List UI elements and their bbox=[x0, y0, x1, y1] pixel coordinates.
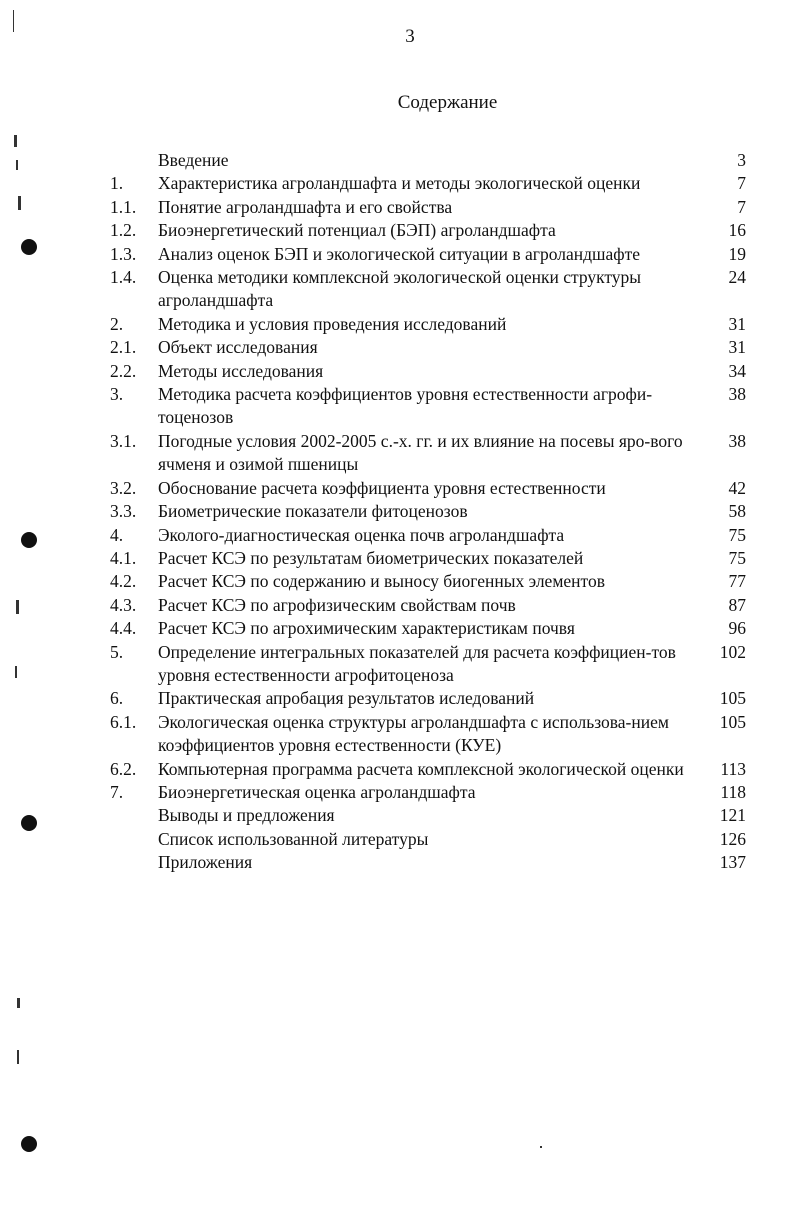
toc-entry bbox=[110, 430, 750, 477]
toc-entry-number: 4. bbox=[110, 524, 124, 545]
toc-entry-page: 77 bbox=[728, 571, 746, 592]
toc-entry bbox=[110, 641, 750, 688]
toc-entry bbox=[110, 711, 750, 758]
toc-entry bbox=[110, 547, 750, 570]
toc-entry-title: Расчет КСЭ по результатам биометрических показателей bbox=[158, 547, 584, 568]
scan-speck bbox=[15, 666, 17, 678]
toc-entry-number: 2. bbox=[110, 313, 124, 334]
binder-hole bbox=[21, 1136, 37, 1152]
toc-entry-title: Обоснование расчета коэффициента уровня естественности bbox=[158, 477, 606, 498]
toc-entry-title: Анализ оценок БЭП и экологической ситуации в агроландшафте bbox=[158, 243, 641, 264]
toc-entry-page: 137 bbox=[719, 852, 746, 873]
scan-speck bbox=[540, 1146, 542, 1148]
toc-entry bbox=[110, 781, 750, 804]
toc-entry-page: 3 bbox=[737, 150, 746, 170]
toc-entry-page: 24 bbox=[728, 267, 746, 288]
toc-entry-page: 75 bbox=[728, 547, 746, 568]
toc-entry-number: 3.2. bbox=[110, 477, 137, 498]
table-of-contents bbox=[110, 149, 750, 875]
toc-entry bbox=[110, 570, 750, 593]
toc-entry-number: 6.1. bbox=[110, 711, 137, 732]
toc-entry-title: Методы исследования bbox=[158, 360, 324, 381]
toc-entry-page: 58 bbox=[728, 501, 746, 522]
toc-entry-page: 102 bbox=[719, 641, 746, 662]
toc-entry-number: 2.1. bbox=[110, 337, 137, 358]
toc-entry-title: Список использованной литературы bbox=[158, 828, 429, 849]
toc-entry-title: Характеристика агроландшафта и методы экологической оценки bbox=[158, 173, 641, 194]
toc-entry bbox=[110, 524, 750, 547]
toc-entry-number: 6. bbox=[110, 688, 124, 709]
toc-entry bbox=[110, 172, 750, 195]
toc-entry-title: Погодные условия 2002-2005 с.-х. гг. и их влияние на посевы яро-вого ячменя и озимой пшеницы bbox=[158, 430, 683, 475]
toc-entry-page: 126 bbox=[719, 828, 746, 849]
toc-entry bbox=[110, 149, 750, 172]
toc-entry-number: 4.1. bbox=[110, 547, 137, 568]
toc-entry-number: 1.4. bbox=[110, 267, 137, 288]
toc-entry-number: 4.2. bbox=[110, 571, 137, 592]
binder-hole bbox=[21, 239, 37, 255]
toc-entry bbox=[110, 851, 750, 874]
toc-entry-title: Объект исследования bbox=[158, 337, 318, 358]
toc-entry-page: 96 bbox=[728, 618, 746, 639]
toc-entry-page: 87 bbox=[728, 594, 746, 615]
toc-entry-number: 3. bbox=[110, 384, 124, 405]
toc-entry bbox=[110, 360, 750, 383]
toc-entry-page: 105 bbox=[719, 711, 746, 732]
toc-entry bbox=[110, 594, 750, 617]
scan-speck bbox=[16, 600, 19, 614]
scan-speck bbox=[13, 10, 14, 32]
toc-entry-title: Методика расчета коэффициентов уровня естественности агрофи-тоценозов bbox=[158, 384, 653, 428]
toc-entry-page: 31 bbox=[728, 337, 746, 358]
toc-entry-title: Практическая апробация результатов иследований bbox=[158, 688, 535, 709]
toc-entry-title: Определение интегральных показателей для расчета коэффициен-тов уровня естественности агрофитоценоза bbox=[158, 641, 676, 685]
toc-entry-page: 42 bbox=[728, 477, 746, 498]
toc-entry bbox=[110, 758, 750, 781]
toc-entry-page: 16 bbox=[728, 220, 746, 241]
toc-entry bbox=[110, 500, 750, 523]
scan-speck bbox=[17, 1050, 19, 1064]
toc-entry-title: Экологическая оценка структуры агроландшафта с использова-нием коэффициентов уровня естественности (КУЕ) bbox=[158, 711, 669, 756]
toc-entry-page: 19 bbox=[728, 243, 746, 264]
toc-entry-number: 1.1. bbox=[110, 196, 137, 217]
toc-entry-number: 5. bbox=[110, 641, 124, 662]
toc-entry-page: 105 bbox=[719, 688, 746, 709]
toc-entry bbox=[110, 313, 750, 336]
toc-entry-title: Выводы и предложения bbox=[158, 805, 335, 826]
toc-entry-title: Биометрические показатели фитоценозов bbox=[158, 501, 468, 522]
toc-entry bbox=[110, 804, 750, 827]
toc-entry-title: Методика и условия проведения исследований bbox=[158, 313, 507, 334]
toc-entry-title: Биоэнергетическая оценка агроландшафта bbox=[158, 781, 476, 802]
toc-entry-title: Биоэнергетический потенциал (БЭП) агроландшафта bbox=[158, 220, 556, 241]
toc-entry bbox=[110, 219, 750, 242]
toc-entry bbox=[110, 336, 750, 359]
toc-entry bbox=[110, 243, 750, 266]
toc-entry-title: Введение bbox=[158, 150, 229, 170]
scan-speck bbox=[18, 196, 21, 210]
toc-entry bbox=[110, 828, 750, 851]
page-number: 3 bbox=[405, 26, 415, 47]
toc-entry-number: 1.3. bbox=[110, 243, 137, 264]
toc-entry-page: 118 bbox=[720, 781, 746, 802]
toc-entry-number: 2.2. bbox=[110, 360, 137, 381]
toc-entry-number: 3.1. bbox=[110, 430, 137, 451]
toc-entry-title: Понятие агроландшафта и его свойства bbox=[158, 196, 453, 217]
toc-entry-title: Приложения bbox=[158, 852, 253, 873]
page-title: Содержание bbox=[397, 92, 498, 113]
toc-entry-number: 4.3. bbox=[110, 594, 137, 615]
toc-entry-title: Компьютерная программа расчета комплексной экологической оценки bbox=[158, 758, 684, 779]
toc-entry-number: 4.4. bbox=[110, 618, 137, 639]
toc-entry-number: 6.2. bbox=[110, 758, 137, 779]
toc-entry bbox=[110, 266, 750, 313]
toc-entry-number: 1.2. bbox=[110, 220, 137, 241]
binder-hole bbox=[21, 532, 37, 548]
toc-entry-page: 31 bbox=[728, 313, 746, 334]
toc-entry-page: 113 bbox=[720, 758, 746, 779]
toc-entry-title: Расчет КСЭ по содержанию и выносу биогенных элементов bbox=[158, 571, 605, 592]
toc-entry-number: 3.3. bbox=[110, 501, 137, 522]
toc-entry bbox=[110, 617, 750, 640]
toc-entry-title: Эколого-диагностическая оценка почв агроландшафта bbox=[158, 524, 565, 545]
toc-entry-number: 1. bbox=[110, 173, 124, 194]
toc-entry bbox=[110, 477, 750, 500]
scan-speck bbox=[16, 160, 18, 170]
toc-entry-page: 38 bbox=[728, 430, 746, 451]
toc-entry bbox=[110, 196, 750, 219]
toc-entry-title: Расчет КСЭ по агрофизическим свойствам почв bbox=[158, 594, 516, 615]
scan-speck bbox=[14, 135, 17, 147]
toc-entry-title: Оценка методики комплексной экологической оценки структуры агроландшафта bbox=[158, 267, 642, 311]
toc-entry-page: 34 bbox=[728, 360, 746, 381]
toc-entry-number: 7. bbox=[110, 781, 124, 802]
toc-entry bbox=[110, 687, 750, 710]
toc-entry-title: Расчет КСЭ по агрохимическим характеристикам почвя bbox=[158, 618, 575, 639]
toc-entry-page: 75 bbox=[728, 524, 746, 545]
toc-entry-page: 121 bbox=[719, 805, 746, 826]
toc-entry bbox=[110, 383, 750, 430]
toc-entry-page: 7 bbox=[737, 173, 746, 194]
scan-speck bbox=[17, 998, 20, 1008]
binder-hole bbox=[21, 815, 37, 831]
toc-entry-page: 7 bbox=[737, 196, 746, 217]
toc-entry-page: 38 bbox=[728, 384, 746, 405]
